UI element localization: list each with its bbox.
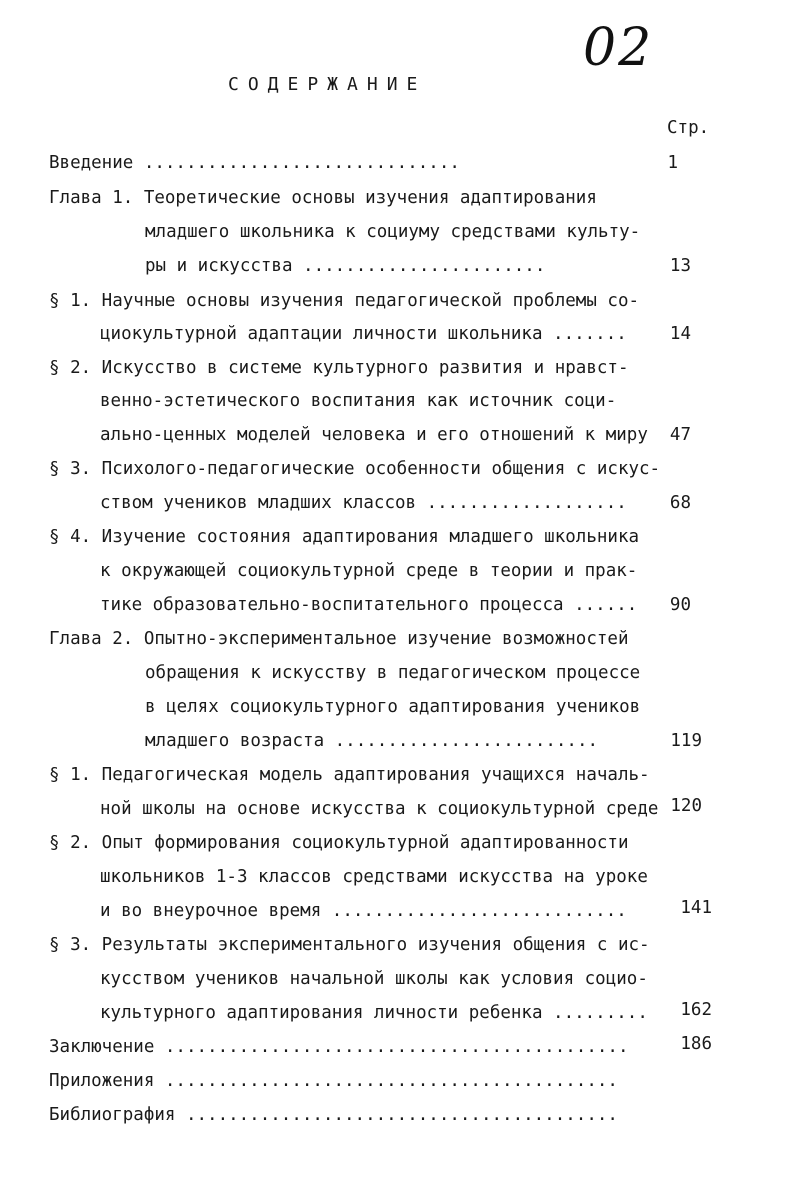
toc-2-3-line-1: § 3. Результаты экспериментального изучения общения с ис- — [49, 935, 650, 955]
toc-page-chapter-1: 13 — [669, 256, 691, 276]
toc-1-4-line-3: тике образовательно-воспитательного процесса ...... — [100, 595, 638, 615]
toc-2-2-line-1: § 2. Опыт формирования социокультурной адаптированности — [49, 833, 629, 853]
toc-page-2-1: 120 — [670, 796, 702, 816]
toc-entry-bibliography: Библиография ......................................... — [49, 1105, 618, 1125]
toc-page-conclusion: 186 — [680, 1034, 712, 1054]
toc-page-2-2: 141 — [680, 898, 712, 918]
toc-1-3-line-2: ством учеников младших классов ................... — [100, 493, 627, 513]
toc-2-3-line-3: культурного адаптирования личности ребенка ......... — [100, 1003, 648, 1023]
toc-entry-intro: Введение .............................. — [49, 153, 460, 173]
toc-2-2-line-2: школьников 1-3 классов средствами искусства на уроке — [100, 867, 648, 887]
toc-chapter-2-line-4: младшего возраста ......................... — [145, 731, 599, 751]
toc-1-2-line-1: § 2. Искусство в системе культурного развития и нравст- — [49, 358, 629, 378]
toc-page-1-2: 47 — [669, 425, 691, 445]
toc-page-2-3: 162 — [680, 1000, 712, 1020]
toc-chapter-2-line-2: обращения к искусству в педагогическом процессе — [145, 663, 641, 683]
toc-page-1-4: 90 — [669, 595, 691, 615]
toc-entry-conclusion: Заключение ............................................ — [49, 1037, 629, 1057]
toc-entry-appendices: Приложения ........................................... — [49, 1071, 618, 1091]
toc-1-1-line-2: циокультурной адаптации личности школьника ....... — [100, 324, 627, 344]
toc-chapter-1-line-2: младшего школьника к социуму средствами культу- — [145, 222, 641, 242]
toc-chapter-2-line-3: в целях социокультурного адаптирования учеников — [145, 697, 641, 717]
toc-chapter-1-line-1: Глава 1. Теоретические основы изучения адаптирования — [49, 188, 597, 208]
toc-2-3-line-2: кусством учеников начальной школы как условия социо- — [100, 969, 648, 989]
toc-1-3-line-1: § 3. Психолого-педагогические особенности общения с искус- — [49, 459, 661, 479]
toc-1-4-line-1: § 4. Изучение состояния адаптирования младшего школьника — [49, 527, 640, 547]
toc-page-chapter-2: 119 — [670, 731, 702, 751]
page-title: СОДЕРЖАНИЕ — [228, 74, 427, 95]
toc-2-2-line-3: и во внеурочное время ............................ — [100, 901, 627, 921]
page-mark: 02 — [583, 18, 654, 78]
toc-1-4-line-2: к окружающей социокультурной среде в теории и прак- — [100, 561, 638, 581]
toc-page-intro: 1 — [667, 153, 678, 173]
toc-chapter-1-line-3: ры и искусства ....................... — [145, 256, 546, 276]
toc-2-1-line-1: § 1. Педагогическая модель адаптирования учащихся началь- — [49, 765, 650, 785]
toc-chapter-2-line-1: Глава 2. Опытно-экспериментальное изучение возможностей — [49, 629, 629, 649]
page-column-label: Стр. — [667, 118, 710, 138]
toc-2-1-line-2: ной школы на основе искусства к социокультурной среде — [100, 799, 659, 819]
toc-1-2-line-3: ально-ценных моделей человека и его отношений к миру — [100, 425, 648, 445]
toc-page-1-1: 14 — [669, 324, 691, 344]
toc-page-1-3: 68 — [669, 493, 691, 513]
toc-1-2-line-2: венно-эстетического воспитания как источник соци- — [100, 391, 617, 411]
toc-1-1-line-1: § 1. Научные основы изучения педагогической проблемы со- — [49, 291, 640, 311]
